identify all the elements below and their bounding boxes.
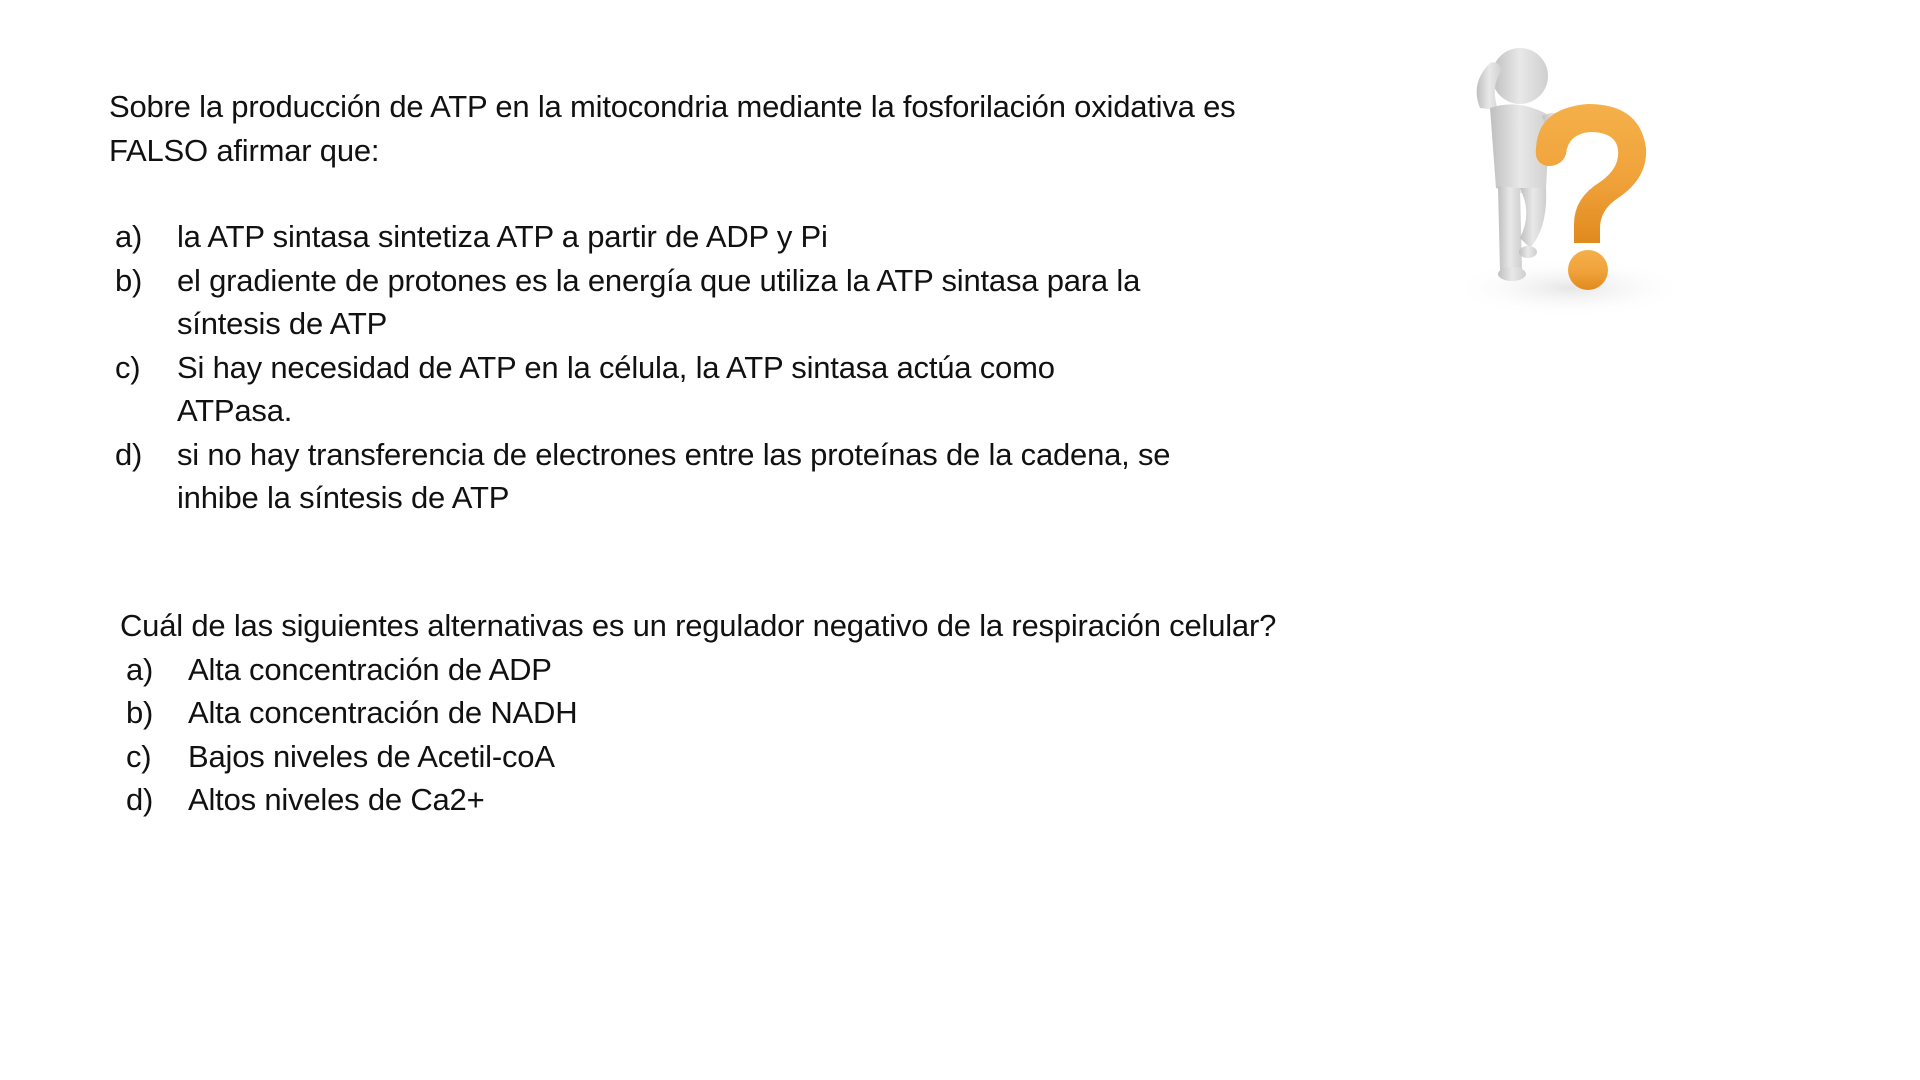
option-label: a)	[115, 219, 143, 254]
option-text: Altos niveles de Ca2+	[188, 782, 485, 817]
question-2-stem: Cuál de las siguientes alternativas es un regulador negativo de la respiración celular?	[120, 608, 1277, 643]
option-text: Alta concentración de NADH	[188, 695, 578, 730]
option-text: la ATP sintasa sintetiza ATP a partir de ADP y Pi	[177, 219, 828, 254]
option-text: si no hay transferencia de electrones entre las proteínas de la cadena, se inhibe la síntesis de ATP	[177, 436, 1171, 515]
thinking-person-question-mark-icon	[1450, 38, 1700, 328]
option-d	[109, 433, 1249, 520]
option-label: d)	[115, 436, 143, 472]
option-label: b)	[115, 262, 143, 298]
option-text: Alta concentración de ADP	[188, 651, 552, 687]
option-d	[120, 778, 1280, 822]
question-2-options	[120, 648, 1280, 822]
option-b	[109, 259, 1249, 346]
option-label: a)	[126, 651, 154, 687]
option-text: Bajos niveles de Acetil-coA	[188, 738, 555, 774]
option-c	[109, 346, 1249, 433]
question-1-stem: Sobre la producción de ATP en la mitocondria mediante la fosforilación oxidativa es FALSO afirmar que:	[109, 89, 1236, 168]
option-c	[120, 735, 1280, 779]
option-label: c)	[126, 738, 152, 774]
option-label: c)	[115, 349, 141, 385]
option-b	[120, 691, 1280, 735]
question-1-options	[109, 215, 1249, 520]
option-text: el gradiente de protones es la energía que utiliza la ATP sintasa para la síntesis de ATP	[177, 262, 1141, 341]
option-label: b)	[126, 695, 154, 730]
option-a	[109, 215, 1249, 259]
question-1	[109, 85, 1249, 520]
option-label: d)	[126, 782, 154, 817]
option-text: Si hay necesidad de ATP en la célula, la ATP sintasa actúa como ATPasa.	[177, 349, 1055, 428]
question-2	[120, 604, 1280, 822]
option-a	[120, 648, 1280, 692]
